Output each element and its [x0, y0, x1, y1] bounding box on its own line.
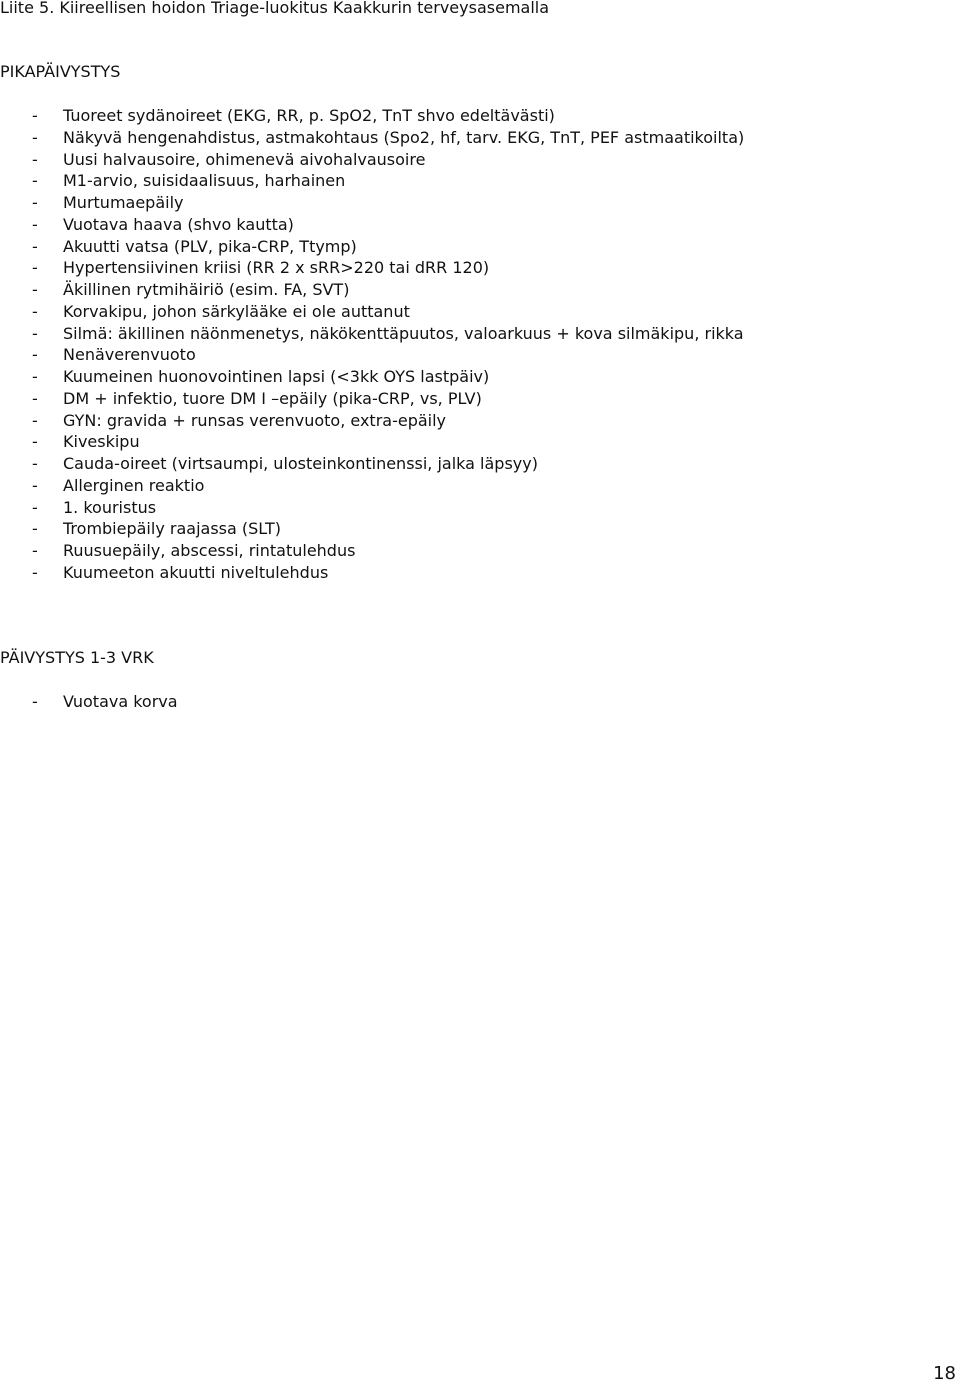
bullet-dash: -	[32, 497, 38, 517]
bullet-dash: -	[32, 280, 38, 299]
list-item-text: Allerginen reaktio	[63, 475, 205, 495]
list-item-text: Silmä: äkillinen näönmenetys, näkökenttäpuutos, valoarkuus + kova silmäkipu, rikka	[63, 323, 744, 343]
section-heading-pikapaivystys: PIKAPÄIVYSTYS	[0, 62, 121, 81]
bullet-dash: -	[32, 388, 38, 408]
list-item-text: DM + infektio, tuore DM I –epäily (pika-CRP, vs, PLV)	[63, 388, 482, 408]
list-item	[0, 149, 744, 171]
list-item-text: Akuutti vatsa (PLV, pika-CRP, Ttymp)	[63, 236, 357, 256]
bullet-dash: -	[32, 127, 38, 147]
list-item	[0, 257, 744, 279]
bullet-dash: -	[32, 367, 38, 386]
document-title: Liite 5. Kiireellisen hoidon Triage-luokitus Kaakkurin terveysasemalla	[0, 0, 550, 17]
bullet-dash: -	[32, 541, 38, 560]
list-item	[0, 453, 744, 475]
page-number: 18	[933, 1363, 956, 1384]
list-item-text: Cauda-oireet (virtsaumpi, ulosteinkontinenssi, jalka läpsyy)	[63, 454, 538, 473]
bullet-dash: -	[32, 432, 38, 452]
bullet-dash: -	[32, 106, 38, 125]
list-item	[0, 105, 744, 127]
list-item	[0, 127, 744, 149]
list-item-text: 1. kouristus	[63, 497, 157, 517]
list-item	[0, 170, 744, 192]
bullet-dash: -	[32, 193, 38, 212]
bullet-dash: -	[32, 149, 38, 169]
bullet-dash: -	[32, 692, 38, 711]
bullet-dash: -	[32, 301, 38, 321]
list-item-text: Hypertensiivinen kriisi (RR 2 x sRR>220 tai dRR 120)	[63, 258, 490, 278]
list-item-text: Kuumeinen huonovointinen lapsi (<3kk OYS lastpäiv)	[63, 367, 490, 386]
list-item	[0, 214, 744, 236]
list-item	[0, 410, 744, 432]
list-item	[0, 497, 744, 519]
bullet-dash: -	[32, 171, 38, 191]
list-item-text: Vuotava haava (shvo kautta)	[63, 214, 294, 234]
bullet-dash: -	[32, 323, 38, 343]
bullet-dash: -	[32, 475, 38, 495]
list-item	[0, 540, 744, 562]
list-item	[0, 431, 744, 453]
bullet-dash: -	[32, 519, 38, 539]
bullet-dash: -	[32, 410, 38, 430]
list-item	[0, 192, 744, 214]
list-item	[0, 344, 744, 366]
bullet-dash: -	[32, 345, 38, 365]
list-item	[0, 562, 744, 584]
list-item	[0, 301, 744, 323]
list-item	[0, 323, 744, 345]
bullet-dash: -	[32, 214, 38, 234]
list-item-text: Uusi halvausoire, ohimenevä aivohalvausoire	[63, 149, 426, 169]
list-item-text: Ruusuepäily, abscessi, rintatulehdus	[63, 541, 356, 560]
list-item-text: Kiveskipu	[63, 432, 140, 452]
list-item-text: Trombiepäily raajassa (SLT)	[63, 519, 281, 539]
list-item	[0, 388, 744, 410]
list-item-text: Näkyvä hengenahdistus, astmakohtaus (Spo2, hf, tarv. EKG, TnT, PEF astmaatikoilta)	[63, 127, 745, 147]
bullet-dash: -	[32, 454, 38, 473]
list-item-text: M1-arvio, suisidaalisuus, harhainen	[63, 171, 346, 191]
pikapaivystys-list	[0, 105, 744, 584]
list-item-text: Tuoreet sydänoireet (EKG, RR, p. SpO2, TnT shvo edeltävästi)	[63, 106, 555, 125]
bullet-dash: -	[32, 236, 38, 256]
paivystys-1-3-vrk-list	[0, 691, 178, 713]
list-item	[0, 475, 744, 497]
list-item	[0, 279, 744, 301]
list-item-text: Äkillinen rytmihäiriö (esim. FA, SVT)	[63, 280, 350, 299]
bullet-dash: -	[32, 562, 38, 582]
list-item	[0, 691, 178, 713]
list-item-text: Vuotava korva	[63, 692, 178, 711]
list-item	[0, 236, 744, 258]
list-item-text: Murtumaepäily	[63, 193, 184, 212]
list-item-text: GYN: gravida + runsas verenvuoto, extra-epäily	[63, 410, 447, 430]
list-item-text: Korvakipu, johon särkylääke ei ole auttanut	[63, 301, 410, 321]
list-item-text: Kuumeeton akuutti niveltulehdus	[63, 562, 329, 582]
list-item-text: Nenäverenvuoto	[63, 345, 196, 365]
bullet-dash: -	[32, 258, 38, 278]
list-item	[0, 518, 744, 540]
section-heading-paivystys-1-3-vrk: PÄIVYSTYS 1-3 VRK	[0, 648, 154, 667]
list-item	[0, 366, 744, 388]
